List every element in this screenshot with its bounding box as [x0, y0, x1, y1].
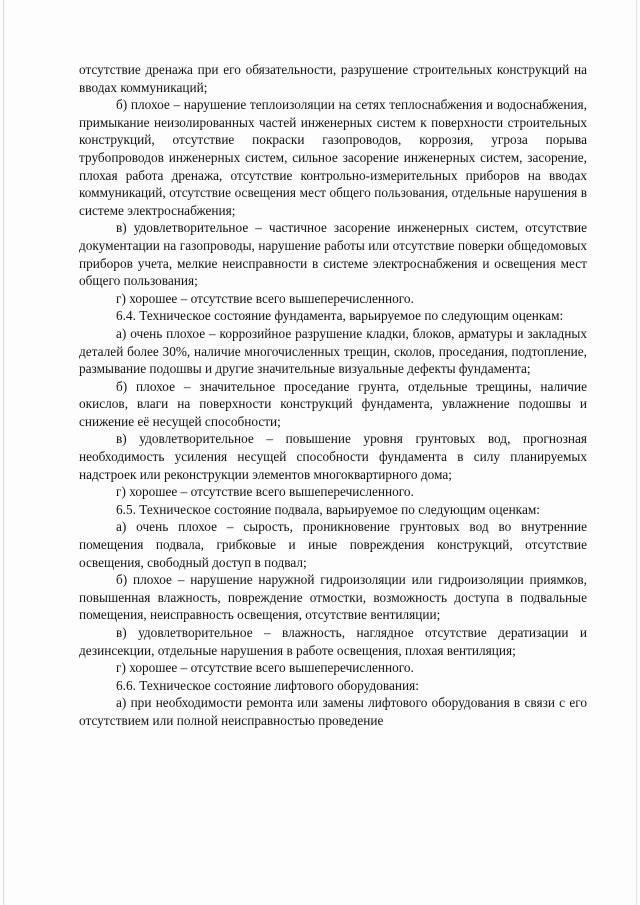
paragraph: в) удовлетворительное – повышение уровня грунтовых вод, прогнозная необходимость усиления несущей способности фундамента в силу планируемых надстроек или реконструкции элементов многоквартирного дома;	[79, 431, 587, 482]
paragraph: в) удовлетворительное – влажность, наглядное отсутствие дератизации и дезинсекции, отдельные нарушения в работе освещения, плохая вентиляция;	[79, 625, 587, 658]
paragraph: г) хорошее – отсутствие всего вышеперечисленного.	[116, 660, 414, 676]
paragraph: б) плохое – нарушение наружной гидроизоляции или гидроизоляции приямков, повышенная влажность, повреждение отмостки, возможность доступа в подвальные помещения, неисправность освещения, отсутствие вентиляции;	[79, 572, 587, 623]
paragraph: а) очень плохое – коррозийное разрушение кладки, блоков, арматуры и закладных деталей более 30%, наличие многочисленных трещин, сколов, проседания, подтопление, размывание подошвы и другие значительные визуальные дефекты фундамента;	[79, 325, 587, 377]
paragraph: отсутствие дренажа при его обязательности, разрушение строительных конструкций на вводах коммуникаций;	[79, 62, 587, 95]
paragraph: а) при необходимости ремонта или замены лифтового оборудования в связи с его отсутствием или полной неисправностью проведение	[79, 695, 587, 728]
section-heading: 6.6. Техническое состояние лифтового оборудования:	[116, 677, 419, 693]
section-heading: 6.4. Техническое состояние фундамента, варьируемое по следующим оценкам:	[116, 308, 564, 324]
paragraph: б) плохое – нарушение теплоизоляции на сетях теплоснабжения и водоснабжения, примыкание неизолированных частей инженерных систем к поверхности строительных конструкций, отсутствие покраски газопроводов, коррозия, угроза порыва трубопроводов инженерных систем, сильное засорение инженерных систем, засорение, плохая работа дренажа, отсутствие контрольно-измерительных приборов на вводах коммуникаций, отсутствие освещения мест общего пользования, отдельные нарушения в системе электроснабжения;	[79, 97, 587, 218]
paragraph: г) хорошее – отсутствие всего вышеперечисленного.	[116, 484, 414, 500]
document-body	[79, 61, 587, 730]
paragraph: г) хорошее – отсутствие всего вышеперечисленного.	[116, 290, 414, 306]
scan-right-edge	[636, 0, 637, 905]
paragraph: в) удовлетворительное – частичное засорение инженерных систем, отсутствие документации на газопроводы, нарушение работы или отсутствие поверки общедомовых приборов учета, мелкие неисправности в системе электроснабжения и освещения мест общего пользования;	[79, 220, 587, 289]
scan-left-edge	[3, 0, 4, 905]
section-heading: 6.5. Техническое состояние подвала, варьируемое по следующим оценкам:	[116, 501, 540, 517]
paragraph: б) плохое – значительное проседание грунта, отдельные трещины, наличие окислов, влаги на поверхности конструкций фундамента, увлажнение подошвы и снижение её несущей способности;	[79, 378, 587, 429]
paragraph: а) очень плохое – сырость, проникновение грунтовых вод во внутренние помещения подвала, грибковые и иные повреждения конструкций, отсутствие освещения, свободный доступ в подвал;	[79, 519, 587, 570]
